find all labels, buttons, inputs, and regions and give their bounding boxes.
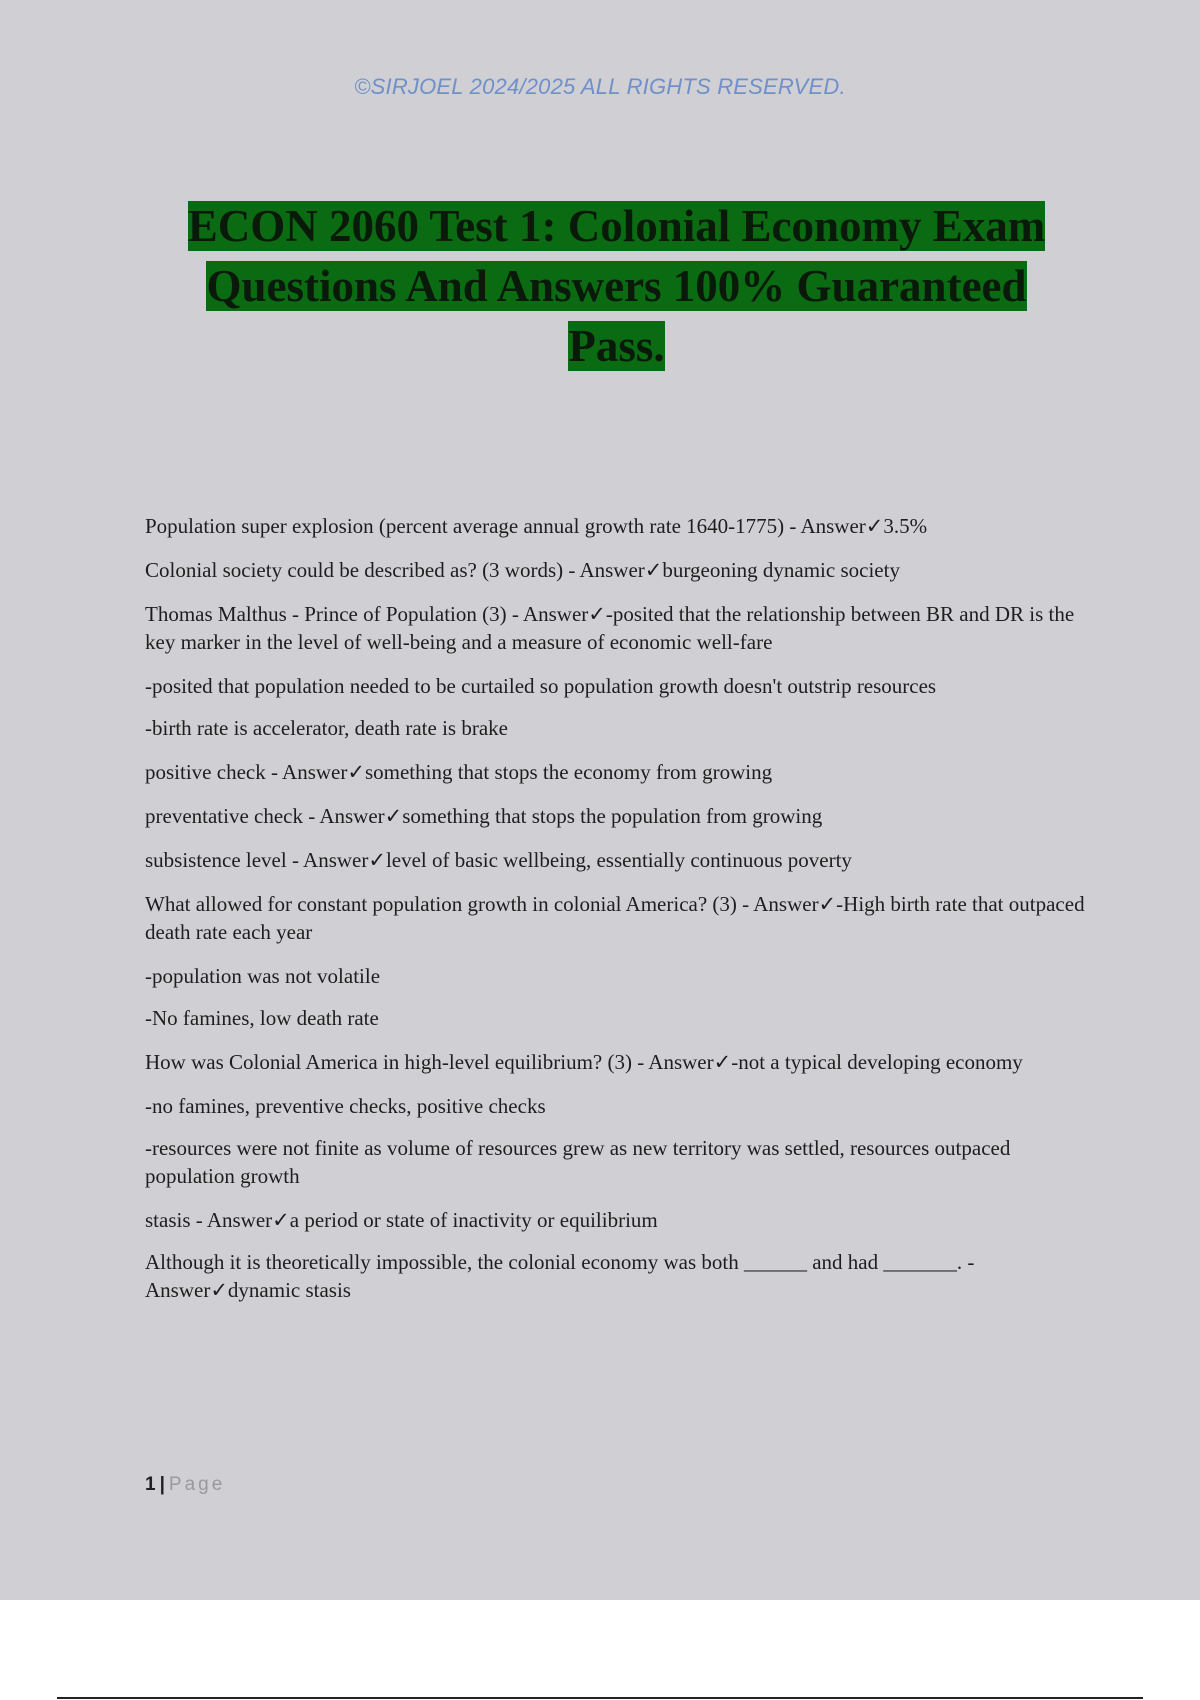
page-label: Page (168, 1474, 226, 1495)
qa-paragraph: -no famines, preventive checks, positive checks (145, 1094, 546, 1118)
qa-paragraph: -resources were not finite as volume of resources grew as new territory was settled, resources outpaced population growth (145, 1136, 1011, 1188)
footer-separator: | (159, 1474, 165, 1495)
qa-paragraph: Population super explosion (percent average annual growth rate 1640-1775) - Answer✓3.5% (145, 514, 928, 538)
document-title (130, 196, 1103, 376)
copyright-header: ©SIRJOEL 2024/2025 ALL RIGHTS RESERVED. (354, 74, 846, 99)
qa-paragraph: preventative check - Answer✓something that stops the population from growing (145, 804, 823, 828)
title-line-1: ECON 2060 Test 1: Colonial Economy Exam (187, 201, 1046, 251)
qa-paragraph: Thomas Malthus - Prince of Population (3) - Answer✓-posited that the relationship between BR and DR is the key marker in the level of well-being and a measure of economic well-fare (145, 602, 1075, 654)
title-line-2: Questions And Answers 100% Guaranteed (206, 261, 1027, 311)
qa-paragraph: -population was not volatile (145, 964, 381, 988)
page-number: 1 (145, 1474, 156, 1495)
qa-paragraph: subsistence level - Answer✓level of basic wellbeing, essentially continuous poverty (145, 848, 852, 872)
qa-paragraph: What allowed for constant population growth in colonial America? (3) - Answer✓-High birth rate that outpaced death rate each year (145, 892, 1085, 944)
qa-paragraph: Although it is theoretically impossible, the colonial economy was both ______ and had _______. - Answer✓dynamic stasis (145, 1250, 975, 1302)
qa-paragraph: positive check - Answer✓something that stops the economy from growing (145, 760, 773, 784)
page-footer (145, 1474, 225, 1496)
qa-paragraph: Colonial society could be described as? (3 words) - Answer✓burgeoning dynamic society (145, 558, 900, 582)
qa-paragraph: -No famines, low death rate (145, 1006, 379, 1030)
title-line-3: Pass. (568, 321, 665, 371)
qa-paragraph: -posited that population needed to be curtailed so population growth doesn't outstrip resources (145, 674, 937, 698)
qa-paragraph: -birth rate is accelerator, death rate is brake (145, 716, 508, 740)
qa-content (145, 512, 1090, 1320)
qa-paragraph: How was Colonial America in high-level equilibrium? (3) - Answer✓-not a typical developing economy (145, 1050, 1023, 1074)
qa-paragraph: stasis - Answer✓a period or state of inactivity or equilibrium (145, 1208, 658, 1232)
bottom-divider (57, 1697, 1143, 1699)
